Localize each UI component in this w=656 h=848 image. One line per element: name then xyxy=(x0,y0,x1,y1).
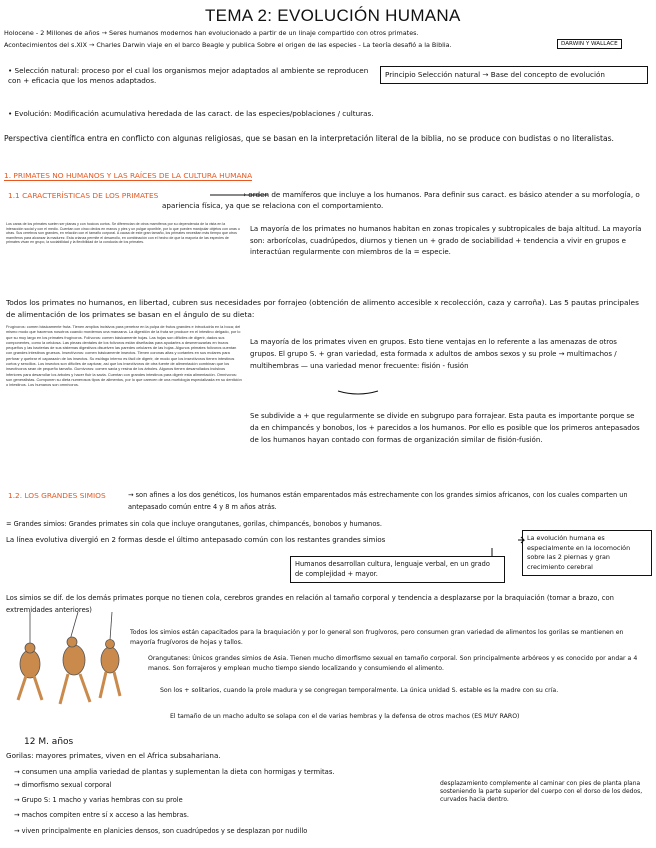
group-notes: La mayoría de los primates viven en grupos. Esto tiene ventajas en lo referente a las amenazas de otros grupos. El grupo S. + gran variedad, esta formada x adultos de ambos sexos y su prole → multimachos / multihembras — una variedad menor frecuente: fisión - fusión xyxy=(250,338,617,370)
gorilas-point-5: → viven principalmente en planicies densos, son cuadrúpedos y se desplazan por nudillo xyxy=(14,827,308,835)
intro-line-2: Acontecimientos del s.XIX → Charles Darwin viaje en el barco Beagle y publica Sobre el origen de las especies - La teoría desafió a la Biblia. xyxy=(4,41,452,49)
orangutan-drawing-3 xyxy=(100,612,120,698)
braquiacion-notes: Todos los simios están capacitados para la braquiación y por lo general son frugívoros, pero consumen gran variedad de alimentos los gorilas se mantienen en mayoría frugívoros de hojas y tallos. xyxy=(130,629,624,646)
forrajeo-notes: Todos los primates no humanos, en libertad, cubren sus necesidades por forrajeo (obtención de alimento accesible x recolección, caza y carroña). Las 5 pautas principales de alimentación de los primates se basan en el ángulo de su dieta: xyxy=(6,298,639,319)
solitarios-notes: Son los + solitarios, cuando la prole madura y se congregan temporalmente. La única unidad S. estable es la madre con su cría. xyxy=(160,687,559,694)
subsection-1-1: 1.1 CARACTERÍSTICAS DE LOS PRIMATES xyxy=(8,191,159,200)
darwin-box: DARWIN Y WALLACE xyxy=(557,39,622,49)
section-1-heading: 1. PRIMATES NO HUMANOS Y LAS RAÍCES DE LA CULTURA HUMANA xyxy=(4,171,253,180)
printed-characteristics: Los caras de los primates suelen ser planas y con hocicos cortos. Se diferencian de otros mamíferos por su dependencia de la vista en la interacción social y con el medio. Cuentan con cinco dedos en manos y pies y un pulgar oponible, por lo que pueden manipular objetos con unas u otras. Sus cerebros son grandes, en relación con el tamaño corporal. A causa de este gran tamaño, los primates necesitan más tiempo que otros mamíferos para alcanzar la madurez. Esta crianza permite el desarrollo, en combinación con el hecho de que la mayoría de las especies de primates vivan en grupo, la sociabilidad y la flexibilidad de la conducta de los primates. xyxy=(6,222,240,244)
seleccion-natural: • Selección natural: proceso por el cual los organismos mejor adaptados al ambiente se reproducen con + eficacia que los menos adaptados. xyxy=(8,66,369,85)
principio-box: Principio Selección natural → Base del concepto de evolución xyxy=(380,66,648,84)
box-cultura: Humanos desarrollan cultura, lenguaje verbal, en un grado de complejidad + mayor. xyxy=(290,556,505,583)
nudillo-note: desplazamiento complemente al caminar con pies de planta plana sosteniendo la parte superior del cuerpo con el dorso de los dedos, curvados hacia dentro. xyxy=(440,780,643,803)
linea-evolutiva: La línea evolutiva divergió en 2 formas desde el último antepasado común con los restantes grandes simios xyxy=(6,536,386,544)
arrow-box-right xyxy=(518,537,524,543)
gorilas-heading: Gorilas: mayores primates, viven en el África subsahariana. xyxy=(6,752,221,760)
grandes-simios-def: = Grandes simios: Grandes primates sin cola que incluye orangutanes, gorilas, chimpancés, bonobos y humanos. xyxy=(6,520,382,528)
timeline-mya: 12 M. años xyxy=(24,737,74,747)
gorilas-point-2: → dimorfismo sexual corporal xyxy=(14,781,112,789)
simios-diferencias: Los simios se dif. de los demás primates porque no tienen cola, cerebros grandes en relación al tamaño corporal y tendencia a desplazarse por la braquiación (tomar a brazo, con extremidades anteriores) xyxy=(6,594,614,614)
tamano-notes: El tamaño de un macho adulto se solapa con el de varias hembras y la defensa de otros machos (ES MUY RARO) xyxy=(170,713,520,720)
fision-underline xyxy=(338,391,378,394)
fision-fusion-notes: Se subdivide a + que regularmente se divide en subgrupo para forrajear. Esta pauta es importante porque se da en chimpancés y bonobos, los + parecidos a los humanos. Por ello es posible que los primeros antepasados de los humanos hayan contado con formas de organización similar de fisión-fusión. xyxy=(250,412,640,444)
orangutanes-notes: Orangutanes: Únicos grandes simios de Asia. Tienen mucho dimorfismo sexual en tamaño corporal. Son principalmente arbóreos y es conocido por andar a 4 manos. Son forrajeros y emplean mucho tiempo siendo localizando y consumiendo el alimento. xyxy=(148,655,638,672)
gorilas-point-3: → Grupo S: 1 macho y varias hembras con su prole xyxy=(14,796,183,804)
orangutan-drawing-1 xyxy=(18,612,42,700)
gorilas-point-1: → consumen una amplia variedad de plantas y suplementan la dieta con hormigas y termitas. xyxy=(14,768,335,776)
gorilas-point-4: → machos compiten entre sí x acceso a las hembras. xyxy=(14,811,189,819)
printed-diet-types: Frugívoros: comen básicamente fruta. Tienen amplios incisivos para penetrar en la pulpa de frutos grandes e introducirla en la boca; del mismo modo que hacemos nosotros cuando mordemos una manzana. La digestión de la fruta se produce en el intestino delgado, por lo que su muy largo en los primates frugívoros. Folívoros: comen básicamente hojas. Las hojas son difíciles de digerir, dados sus componentes, como la celulosa. Las piezas dentales de los folívoros están diseñadas para ayudarles a desmenuzarlas en trozos pequeños y las bacterias de sus sistemas digestivos disuelven las paredes celulares de las hojas. Algunos primates folívoros cuentan con grandes intestinos gruesos. Insectívoros: comen básicamente insectos. Tienen coronas altas y cortantes en sus molares para perforar y quebrar el caparazón de los insectos. Su esófago interno es fácil de digerir, de modo que los insectívoros tienen intestinos cortos y sencillos. Los insectos son difíciles de capturar, así que los insectívoros de otra fuente de alimentación combinan que los insectívoros sean de pequeño tamaño. Gumívoros: comen savia y resina de los árboles. Algunos tienen desarrollados incisivos inferiores para desarrollar los árboles y hacer fluir la savia. Cuentan con grandes intestinos para digerir esta alimentación. Omnívoros: son generalistas. Componen su dieta numerosos tipos de alimentos, por lo que carecen de una morfología especializada en su dentición o intestinos. Los humanos son omnívoros. xyxy=(6,324,242,388)
subsection-1-2: 1.2. LOS GRANDES SIMIOS xyxy=(8,491,106,500)
perspectiva: Perspectiva científica entra en conflicto con algunas religiosas, que se basan en la interpretación literal de la biblia, no se produce con budistas o no literalistas. xyxy=(4,134,614,143)
habitat-notes: La mayoría de los primates no humanos habitan en zonas tropicales y subtropicales de baja altitud. La mayoría son: arborícolas, cuadrúpedos, diurnos y tienen un + grado de sociabilidad + tendencia a vivir en grupos e interactúan regularmente con miembros de la = especie. xyxy=(250,225,642,256)
intro-line-1: Holocene - 2 Millones de años → Seres humanos modernos han evolucionado a partir de un linaje compartido con otros primates. xyxy=(4,29,419,37)
page-title: TEMA 2: EVOLUCIÓN HUMANA xyxy=(205,6,461,25)
subsection-1-1-text: → orden de mamíferos que incluye a los humanos. Para definir sus caract. es básico atender a su morfología, o apariencia física, ya que se relaciona con el comportamiento. xyxy=(162,190,640,210)
box-locomocion: La evolución humana es especialmente en la locomoción sobre las 2 piernas y gran crecimiento cerebral xyxy=(522,530,652,576)
evolucion-def: • Evolución: Modificación acumulativa heredada de las caract. de las especies/poblaciones / culturas. xyxy=(8,110,374,118)
subsection-1-2-text: → son afines a los dos genéticos, los humanos están emparentados más estrechamente con los grandes simios africanos, con los cuales comparten un antepasado común entre 4 y 8 m años atrás. xyxy=(128,491,628,511)
orangutan-drawing-2 xyxy=(60,612,90,704)
